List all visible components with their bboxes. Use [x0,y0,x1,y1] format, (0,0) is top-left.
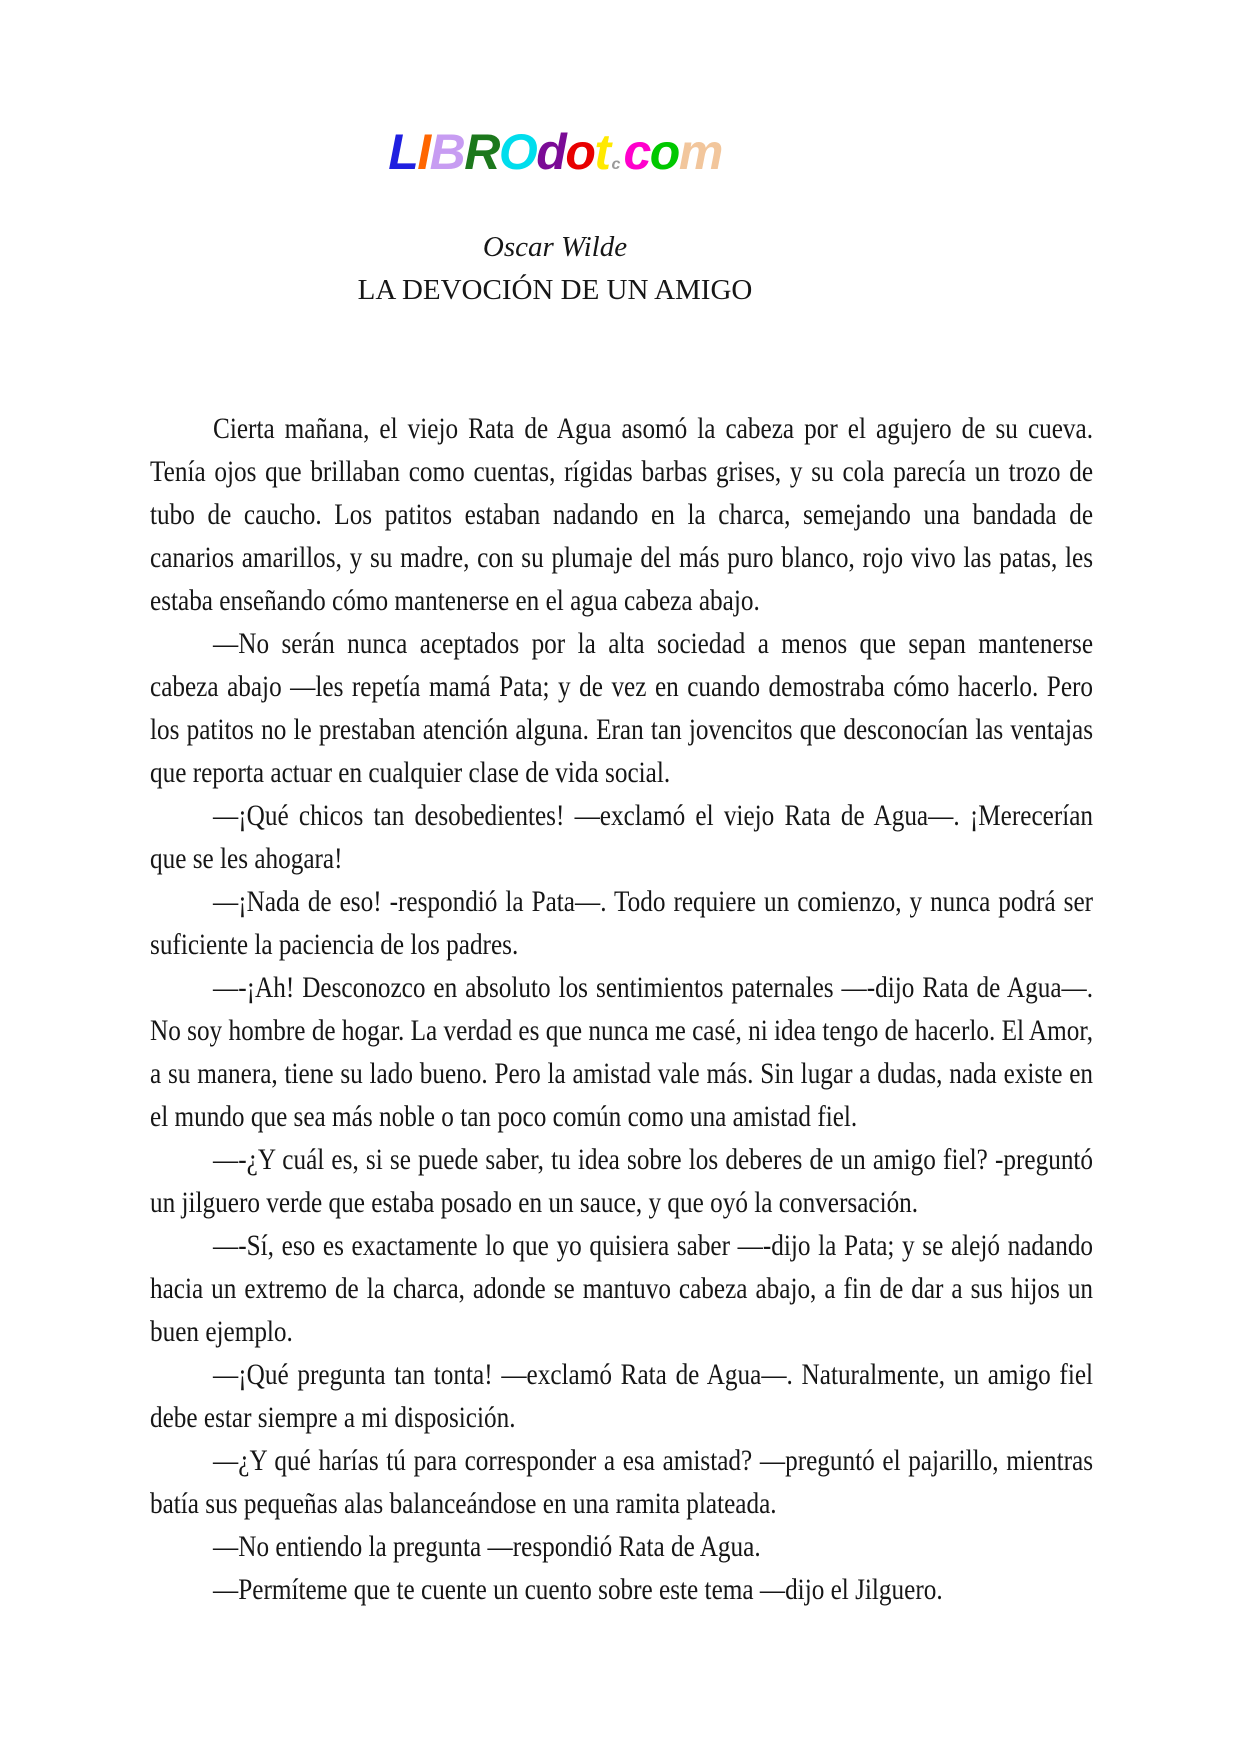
paragraph: —¿Y qué harías tú para corresponder a esa amistad? —preguntó el pajarillo, mientras batía sus pequeñas alas balanceándose en una ramita plateada. [150,1444,1094,1520]
logo-letter: o [565,124,595,180]
page-header [150,116,1093,309]
paragraph: Cierta mañana, el viejo Rata de Agua asomó la cabeza por el agujero de su cueva. Tenía ojos que brillaban como cuentas, rígidas barbas grises, y su cola parecía un trozo de tubo de caucho. Los patitos estaban nadando en la charca, semejando una bandada de canarios amarillos, y su madre, con su plumaje del más puro blanco, rojo vivo las patas, les estaba enseñando cómo mantenerse en el agua cabeza abajo. [150,412,1094,617]
paragraph: —-Sí, eso es exactamente lo que yo quisiera saber —-dijo la Pata; y se alejó nadando hacia un extremo de la charca, adonde se mantuvo cabeza abajo, a fin de dar a sus hijos un buen ejemplo. [150,1229,1094,1348]
paragraph: —No entiendo la pregunta —respondió Rata de Agua. [213,1530,761,1563]
logo-letter: L [388,124,418,180]
logo-letter: m [678,124,722,180]
paragraph: —No serán nunca aceptados por la alta sociedad a menos que sepan mantenerse cabeza abajo —les repetía mamá Pata; y de vez en cuando demostraba cómo hacerlo. Pero los patitos no le prestaban atención alguna. Eran tan jovencitos que desconocían las ventajas que reporta actuar en cualquier clase de vida social. [150,627,1094,789]
author-name: Oscar Wilde [482,231,628,263]
paragraph: —¡Qué pregunta tan tonta! —exclamó Rata de Agua—. Naturalmente, un amigo fiel debe estar siempre a mi disposición. [150,1358,1094,1434]
paragraph: —-¿Y cuál es, si se puede saber, tu idea sobre los deberes de un amigo fiel? -preguntó un jilguero verde que estaba posado en un sauce, y que oyó la conversación. [150,1143,1094,1219]
logo-letter: O [498,124,537,180]
logo-letter: c [611,156,621,173]
paragraph: —¡Qué chicos tan desobedientes! —exclamó el viejo Rata de Agua—. ¡Merecerían que se les ahogara! [150,799,1094,875]
paragraph: —Permíteme que te cuente un cuento sobre este tema —dijo el Jilguero. [213,1573,943,1606]
story-title: LA DEVOCIÓN DE UN AMIGO [357,274,753,306]
logo-letter: R [464,124,499,180]
librodot-logo [150,116,960,201]
logo-letter: o [649,124,679,180]
logo-letter: I [417,124,430,180]
logo-letter: c [623,124,650,180]
paragraph: —¡Nada de eso! -respondió la Pata—. Todo requiere un comienzo, y nunca podrá ser suficiente la paciencia de los padres. [150,885,1094,961]
paragraph: —-¡Ah! Desconozco en absoluto los sentimientos paternales —-dijo Rata de Agua—. No soy hombre de hogar. La verdad es que nunca me casé, ni idea tengo de hacerlo. El Amor, a su manera, tiene su lado bueno. Pero la amistad vale más. Sin lugar a dudas, nada existe en el mundo que sea más noble o tan poco común como una amistad fiel. [150,971,1094,1133]
logo-letter: t [594,124,610,180]
logo-letter: B [429,124,465,180]
logo-letter: d [536,124,566,180]
story-text [150,407,1093,1611]
